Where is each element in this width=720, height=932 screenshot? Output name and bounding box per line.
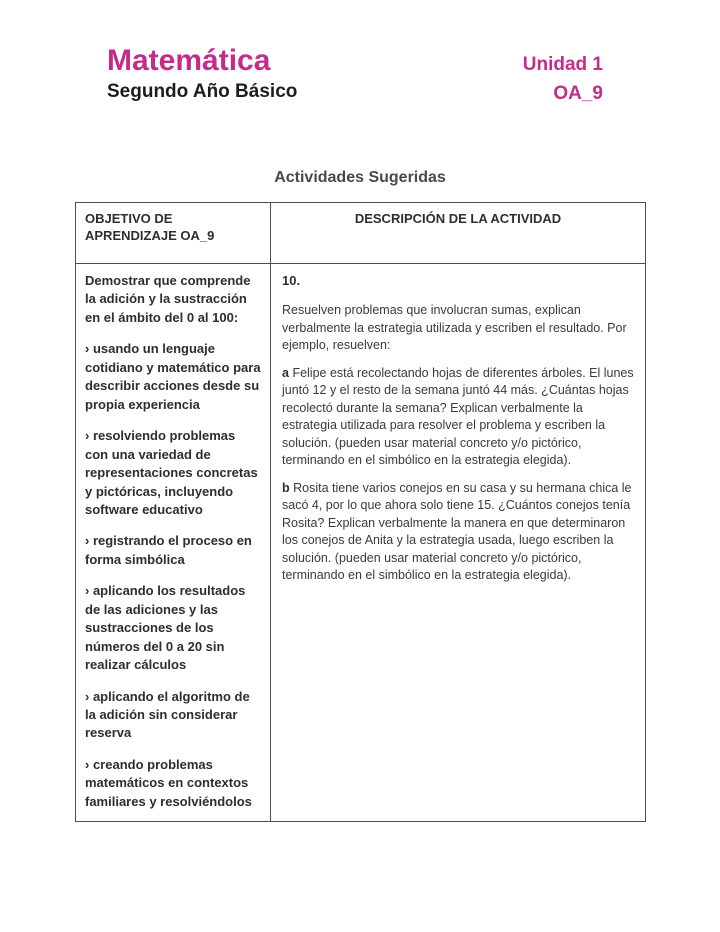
header-left-block — [107, 44, 297, 103]
objective-bullet-6: › creando problemas matemáticos en contextos familiares y resolviéndolos — [85, 756, 252, 809]
subject-title: Matemática — [107, 44, 271, 77]
document-header — [75, 44, 645, 109]
objective-column-header: OBJETIVO DE APRENDIZAJE OA_9 — [76, 202, 271, 263]
table-body-row — [76, 263, 646, 821]
objective-bullet-5: › aplicando el algoritmo de la adición sin considerar reserva — [85, 688, 250, 741]
description-column-header: DESCRIPCIÓN DE LA ACTIVIDAD — [271, 202, 646, 263]
activity-number: 10. — [282, 272, 301, 288]
table-header-row — [76, 202, 646, 263]
objective-bullet-2: › resolviendo problemas con una variedad de representaciones concretas y pictóricas, incluyendo software educativo — [85, 428, 258, 517]
activity-item-b — [282, 480, 634, 585]
header-right-block — [523, 44, 603, 109]
grade-subtitle: Segundo Año Básico — [107, 81, 298, 102]
activity-item-a-label: a — [282, 365, 289, 380]
activity-item-a-text: Felipe está recolectando hojas de diferentes árboles. El lunes juntó 12 y el resto de la semana juntó 44 más. ¿Cuántas hojas recolectó durante la semana? Explican verbalmente la estrategia utilizada para resolver el problema y escriben la solución. (pueden usar material concreto y/o pictórico, terminando en el simbólico en la estrategia elegida). — [282, 365, 634, 468]
activity-item-b-label: b — [282, 480, 290, 495]
activities-table — [75, 202, 646, 822]
activity-item-b-text: Rosita tiene varios conejos en su casa y su hermana chica le sacó 4, por lo que ahora solo tiene 15. ¿Cuántos conejos tenía Rosita? Explican verbalmente la manera en que determinaron los conejos de Anita y la estrategia usada, luego escriben la solución. (pueden usar material concreto y/o pictórico, terminando en el simbólico en la estrategia elegida). — [282, 480, 632, 583]
page-title: Actividades Sugeridas — [274, 168, 446, 186]
activity-intro: Resuelven problemas que involucran sumas, explican verbalmente la estrategia utilizada y escriben el resultado. Por ejemplo, resuelven: — [282, 303, 627, 353]
objective-cell — [76, 263, 271, 821]
objective-intro: Demostrar que comprende la adición y la sustracción en el ámbito del 0 al 100: — [85, 272, 251, 325]
objective-bullet-3: › registrando el proceso en forma simbólica — [85, 533, 252, 567]
oa-code-label: OA_9 — [553, 83, 603, 105]
objective-bullet-1: › usando un lenguaje cotidiano y matemático para describir acciones desde su propia experiencia — [85, 341, 261, 412]
objective-bullet-4: › aplicando los resultados de las adiciones y las sustracciones de los números del 0 a 20 sin realizar cálculos — [85, 583, 246, 673]
unit-label: Unidad 1 — [522, 54, 603, 75]
description-cell — [271, 263, 646, 821]
activity-item-a — [282, 365, 634, 470]
